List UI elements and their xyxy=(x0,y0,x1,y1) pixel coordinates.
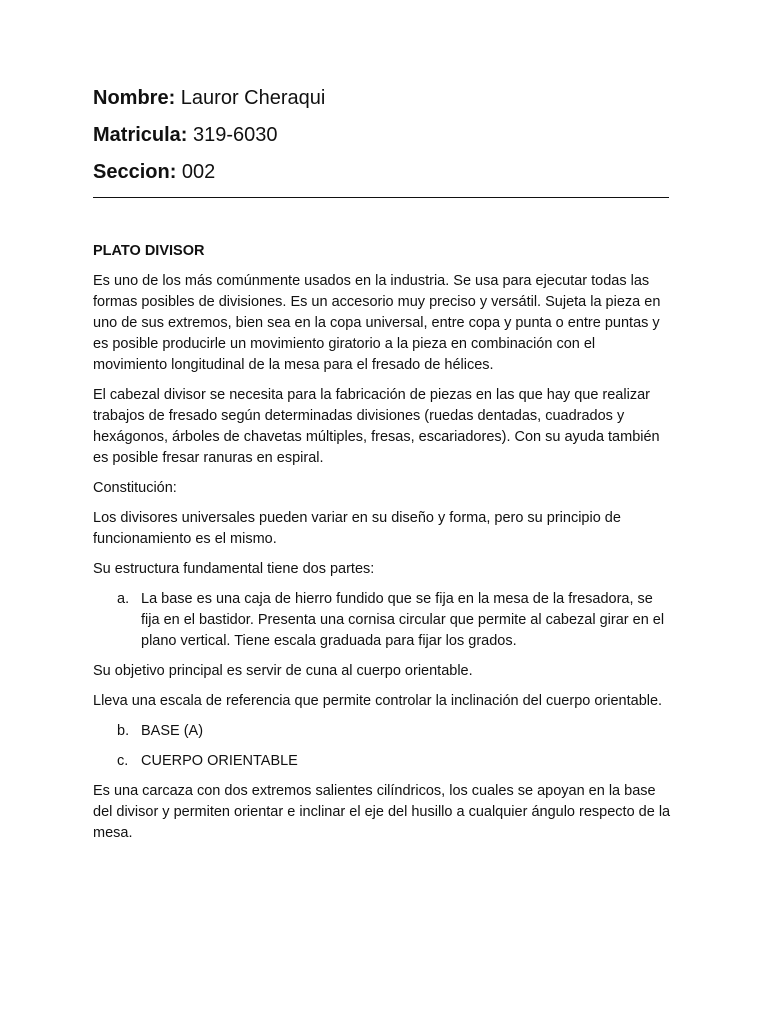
list-marker-b: b. xyxy=(117,723,130,739)
paragraph-divisores: Los divisores universales pueden variar en su diseño y forma, pero su principio de funcionamiento es el mismo. xyxy=(93,510,621,547)
list-marker-c: c. xyxy=(117,753,129,769)
list-item-c xyxy=(93,751,673,772)
list-marker-a: a. xyxy=(117,591,130,607)
paragraph-intro: Es uno de los más comúnmente usados en la industria. Se usa para ejecutar todas las formas posibles de divisiones. Es un accesorio muy preciso y versátil. Sujeta la pieza en uno de sus extremos, bien sea en la copa universal, entre copa y punta o entre puntas y es posible producirle un movimiento giratorio a la pieza en combinación con el movimiento longitudinal de la mesa para el fresado de hélices. xyxy=(93,273,661,373)
seccion-value: 002 xyxy=(176,161,216,183)
paragraph-carcaza: Es una carcaza con dos extremos salientes cilíndricos, los cuales se apoyan en la base del divisor y permiten orientar e inclinar el eje del husillo a cualquier ángulo respecto de la mesa. xyxy=(93,783,671,841)
matricula-label: Matricula: xyxy=(93,124,188,146)
seccion-label: Seccion: xyxy=(93,161,177,183)
paragraph-escala: Lleva una escala de referencia que permite controlar la inclinación del cuerpo orientable. xyxy=(93,693,663,709)
list-item-a xyxy=(93,589,673,652)
paragraph-cabezal: El cabezal divisor se necesita para la fabricación de piezas en las que hay que realizar trabajos de fresado según determinadas divisiones (ruedas dentadas, cuadrados y hexágonos, árboles de chavetas múltiples, fresas, escariadores). Con su ayuda también es posible fresar ranuras en espiral. xyxy=(93,387,660,466)
name-value: Lauror Cheraqui xyxy=(175,87,326,109)
matricula-line xyxy=(93,123,673,147)
list-item-b xyxy=(93,721,673,742)
seccion-line xyxy=(93,160,673,184)
paragraph-objetivo: Su objetivo principal es servir de cuna al cuerpo orientable. xyxy=(93,663,473,679)
list-text-b: BASE (A) xyxy=(141,723,204,739)
list-text-c: CUERPO ORIENTABLE xyxy=(141,753,298,769)
list-text-a: La base es una caja de hierro fundido que se fija en la mesa de la fresadora, se fija en el bastidor. Presenta una cornisa circular que permite al cabezal girar en el plano vertical. Tiene escala graduada para fijar los grados. xyxy=(141,591,665,649)
section-title: PLATO DIVISOR xyxy=(93,243,205,259)
paragraph-estructura: Su estructura fundamental tiene dos partes: xyxy=(93,561,375,577)
document-page xyxy=(93,86,673,844)
separator-line xyxy=(93,197,669,198)
matricula-value: 319-6030 xyxy=(187,124,278,146)
paragraph-constitucion: Constitución: xyxy=(93,480,177,496)
name-label: Nombre: xyxy=(93,87,176,109)
name-line xyxy=(93,86,673,110)
